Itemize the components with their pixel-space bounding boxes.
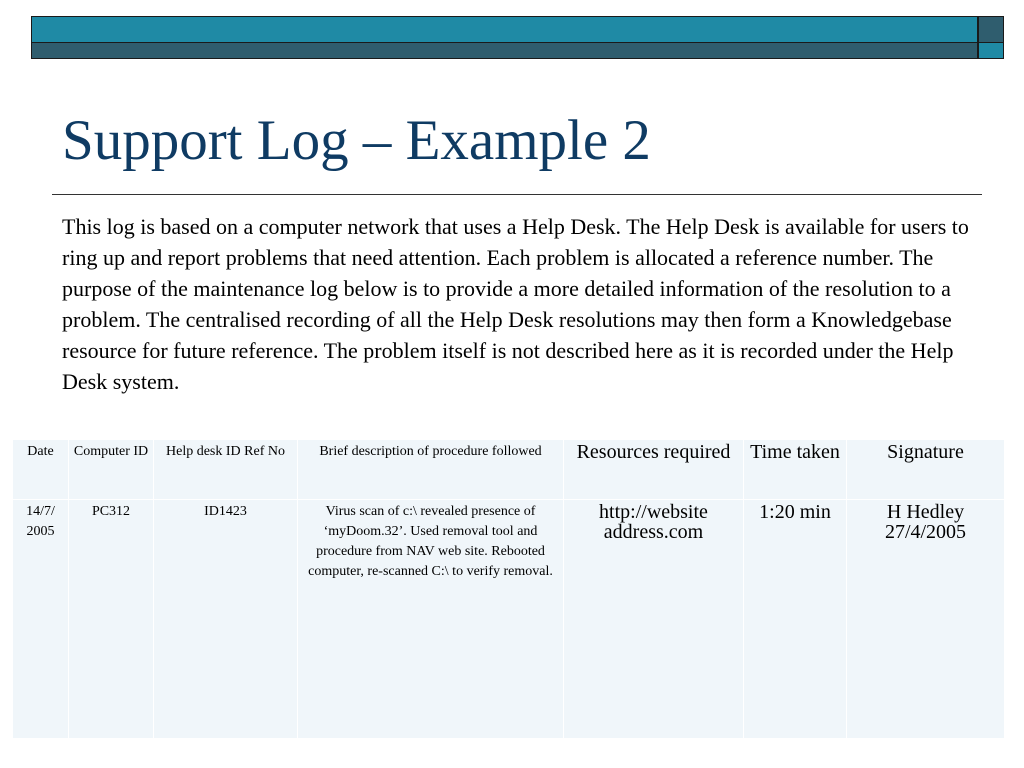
table-row	[13, 500, 1005, 739]
header-date: Date	[13, 440, 69, 500]
cell-resources: http://website address.com	[564, 500, 744, 739]
header-square-bottom	[978, 43, 1004, 59]
support-log-table	[12, 439, 1005, 739]
cell-helpdesk-ref: ID1423	[154, 500, 298, 739]
header-signature: Signature	[847, 440, 1005, 500]
header-band-top	[31, 16, 978, 43]
header-description: Brief description of procedure followed	[298, 440, 564, 500]
header-helpdesk-ref: Help desk ID Ref No	[154, 440, 298, 500]
cell-description: Virus scan of c:\ revealed presence of ‘myDoom.32’. Used removal tool and procedure from NAV web site. Rebooted computer, re-scanned C:\ to verify removal.	[298, 500, 564, 739]
slide-title: Support Log – Example 2	[62, 109, 651, 172]
cell-time: 1:20 min	[744, 500, 847, 739]
cell-computer-id: PC312	[69, 500, 154, 739]
cell-signature: H Hedley 27/4/2005	[847, 500, 1005, 739]
title-divider	[52, 194, 982, 195]
header-band-bottom	[31, 43, 978, 59]
header-computer-id: Computer ID	[69, 440, 154, 500]
header-time: Time taken	[744, 440, 847, 500]
intro-paragraph: This log is based on a computer network that uses a Help Desk. The Help Desk is available for users to ring up and report problems that need attention. Each problem is allocated a reference number. The purpose of the maintenance log below is to provide a more detailed information of the resolution to a problem. The centralised recording of all the Help Desk resolutions may then form a Knowledgebase resource for future reference. The problem itself is not described here as it is recorded under the Help Desk system.	[62, 214, 969, 394]
cell-date: 14/7/ 2005	[13, 500, 69, 739]
table-header-row	[13, 440, 1005, 500]
header-square-top	[978, 16, 1004, 43]
header-resources: Resources required	[564, 440, 744, 500]
